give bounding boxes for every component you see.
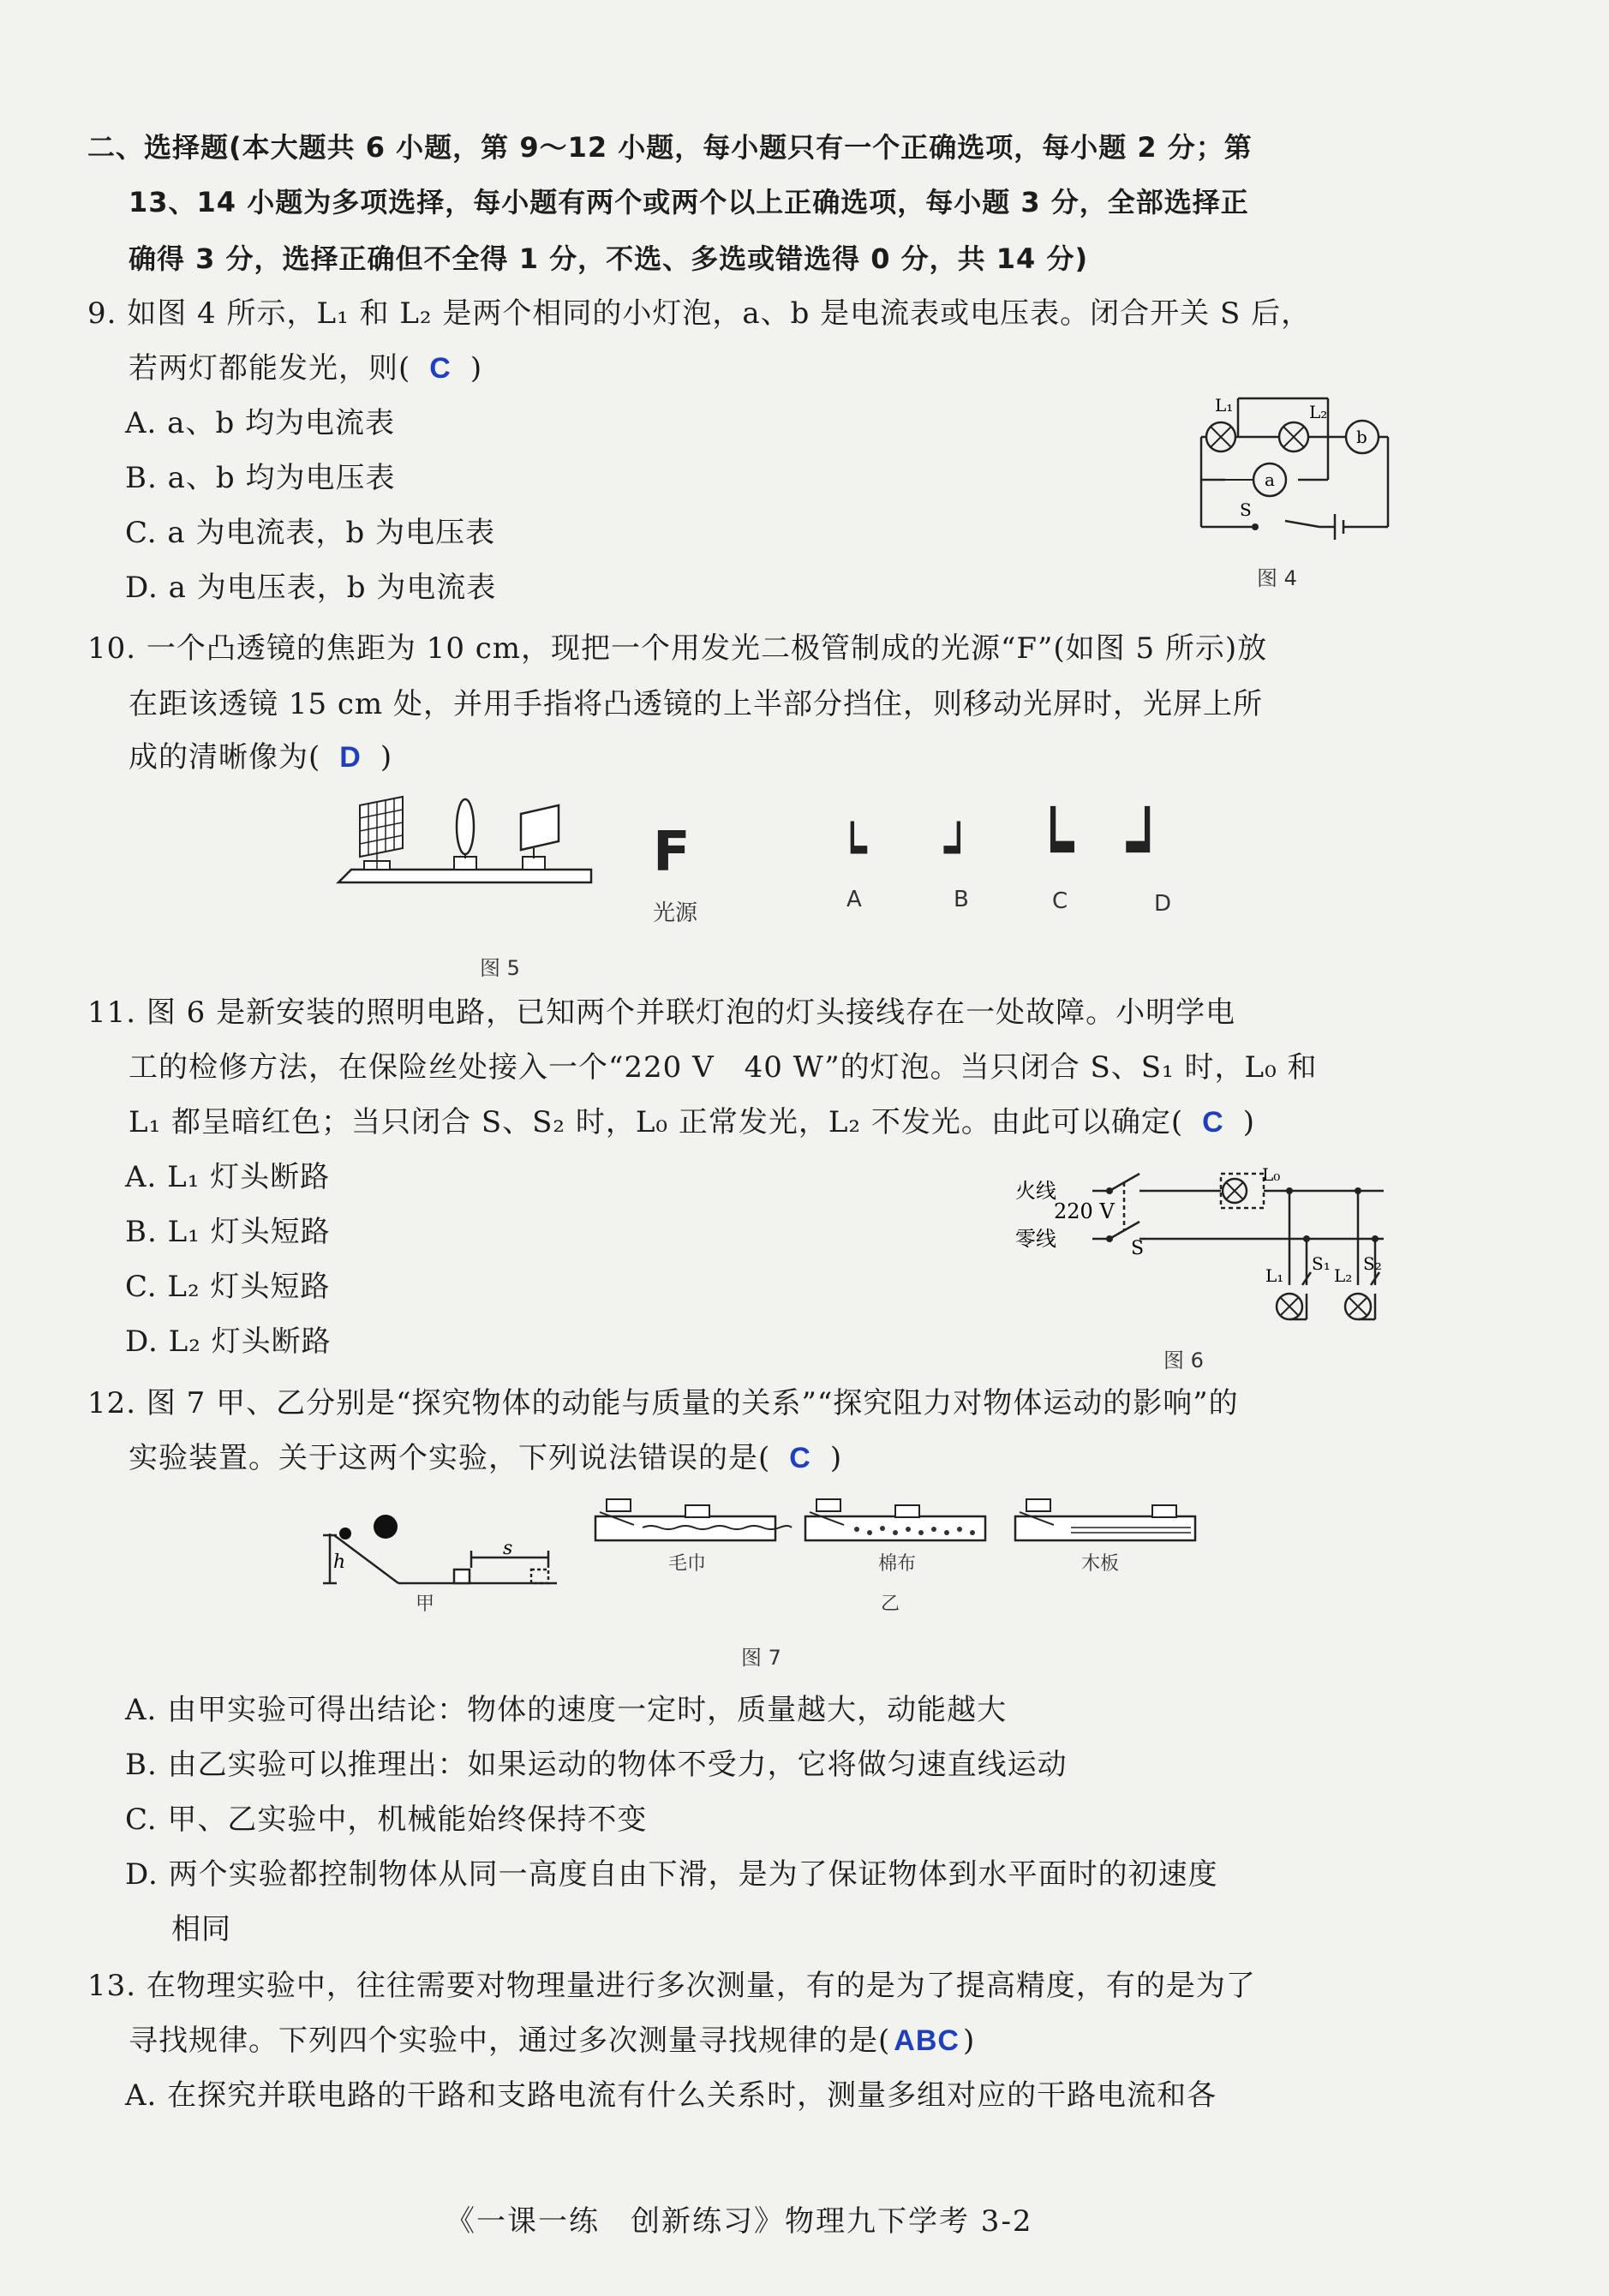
q9-option-b: B. a、b 均为电压表 (125, 461, 396, 495)
q13-answer: ABC (894, 2024, 960, 2057)
fig6-label-l2: L₂ (1334, 1265, 1353, 1286)
figure-7-caption: 图 7 (741, 1646, 781, 1670)
section-header-line-3: 确得 3 分，选择正确但不全得 1 分，不选、多选或错选得 0 分，共 14 分) (129, 242, 1089, 275)
figure-7-yi-surfaces (591, 1495, 1208, 1555)
fig4-label-l1: L₁ (1215, 395, 1234, 416)
q11-option-d: D. L₂ 灯头断路 (125, 1324, 332, 1359)
q9-stem-1: 9. 如图 4 所示，L₁ 和 L₂ 是两个相同的小灯泡，a、b 是电流表或电压表。闭合开关 S 后， (87, 296, 1312, 331)
q10-answer: D (339, 741, 362, 774)
surface-towel-label: 毛巾 (668, 1553, 707, 1575)
q12-stem-1: 12. 图 7 甲、乙分别是“探究物体的动能与质量的关系”“探究阻力对物体运动的影响”的 (87, 1386, 1239, 1420)
q12-option-c: C. 甲、乙实验中，机械能始终保持不变 (125, 1803, 648, 1837)
q12-answer: C (789, 1442, 811, 1474)
light-source-f: F (653, 821, 691, 884)
q9-stem-2: 若两灯都能发光，则( C ) (129, 351, 483, 386)
light-source-label: 光源 (653, 900, 698, 926)
fig6-neutral-wire-label: 零线 (1015, 1227, 1056, 1251)
q12-stem-2: 实验装置。关于这两个实验，下列说法错误的是( C ) (129, 1441, 843, 1475)
q13-stem-2: 寻找规律。下列四个实验中，通过多次测量寻找规律的是( ABC ) (129, 2024, 976, 2058)
fig7-label-s: s (503, 1538, 513, 1559)
figure-5-caption: 图 5 (480, 956, 520, 980)
q13-option-a: A. 在探究并联电路的干路和支路电流有什么关系时，测量多组对应的干路电流和各 (125, 2078, 1217, 2113)
surface-board-label: 木板 (1081, 1553, 1120, 1575)
figure-7-yi-label: 乙 (881, 1593, 900, 1615)
image-option-b-label: B (954, 887, 969, 912)
q11-stem-1: 11. 图 6 是新安装的照明电路，已知两个并联灯泡的灯头接线存在一处故障。小明学电 (87, 996, 1236, 1030)
section-header-line-1: 二、选择题(本大题共 6 小题，第 9～12 小题，每小题只有一个正确选项，每小题 2 分；第 (87, 131, 1253, 164)
surface-cotton-label: 棉布 (878, 1553, 917, 1575)
q12-option-a: A. 由甲实验可得出结论：物体的速度一定时，质量越大，动能越大 (125, 1693, 1008, 1727)
q11-option-c: C. L₂ 灯头短路 (125, 1270, 331, 1304)
image-option-c-glyph: ┕ (1032, 807, 1074, 887)
fig6-voltage-label: 220 V (1054, 1199, 1115, 1223)
q12-option-d: D. 两个实验都控制物体从同一高度自由下滑，是为了保证物体到水平面时的初速度 (125, 1857, 1218, 1892)
q10-stem-3: 成的清晰像为( D ) (129, 740, 393, 774)
fig6-label-l1: L₁ (1265, 1265, 1284, 1286)
q11-stem-2: 工的检修方法，在保险丝处接入一个“220 V 40 W”的灯泡。当只闭合 S、S₁ 时，L₀ 和 (129, 1050, 1318, 1085)
q11-stem-3: L₁ 都呈暗红色；当只闭合 S、S₂ 时，L₀ 正常发光，L₂ 不发光。由此可以确定( C ) (129, 1105, 1255, 1139)
q9-answer: C (429, 352, 452, 385)
q12-option-b: B. 由乙实验可以推理出：如果运动的物体不受力，它将做匀速直线运动 (125, 1748, 1068, 1782)
section-header-line-2: 13、14 小题为多项选择，每小题有两个或两个以上正确选项，每小题 3 分，全部选择正 (129, 186, 1249, 218)
q11-option-a: A. L₁ 灯头断路 (125, 1160, 331, 1194)
image-option-d-label: D (1154, 891, 1172, 917)
figure-5-optical-bench (334, 788, 600, 895)
q9-option-c: C. a 为电流表，b 为电压表 (125, 516, 496, 550)
figure-6-lighting-circuit (1015, 1157, 1392, 1336)
q11-answer: C (1202, 1106, 1224, 1139)
fig4-label-a: a (1265, 469, 1275, 490)
fig6-label-s1: S₁ (1312, 1253, 1331, 1274)
figure-7-jia-ramp (313, 1508, 570, 1593)
fig6-label-s: S (1131, 1238, 1145, 1259)
image-option-d-glyph: ┙ (1127, 807, 1169, 887)
q11-option-b: B. L₁ 灯头短路 (125, 1215, 331, 1249)
fig4-label-l2: L₂ (1309, 402, 1328, 422)
fig4-label-b: b (1356, 427, 1367, 447)
image-option-a-glyph: ┕ (838, 822, 867, 878)
image-option-a-label: A (846, 887, 862, 912)
fig6-label-s2: S₂ (1363, 1253, 1382, 1274)
fig4-label-s: S (1240, 499, 1252, 520)
fig6-label-l0: L₀ (1262, 1164, 1281, 1185)
fig6-live-wire-label: 火线 (1015, 1179, 1056, 1203)
figure-4-circuit (1191, 386, 1405, 540)
figure-4-caption: 图 4 (1257, 566, 1297, 590)
figure-7-jia-label: 甲 (416, 1593, 435, 1615)
q13-stem-1: 13. 在物理实验中，往往需要对物理量进行多次测量，有的是为了提高精度，有的是为了 (87, 1969, 1256, 2003)
q9-option-d: D. a 为电压表，b 为电流表 (125, 571, 497, 605)
figure-6-caption: 图 6 (1163, 1348, 1204, 1372)
image-option-c-label: C (1052, 888, 1068, 914)
q12-option-d-continued: 相同 (171, 1912, 231, 1946)
image-option-b-glyph: ┙ (944, 822, 973, 878)
page-footer: 《一课一练 创新练习》物理九下学考 3-2 (446, 2204, 1033, 2239)
q10-stem-2: 在距该透镜 15 cm 处，并用手指将凸透镜的上半部分挡住，则移动光屏时，光屏上所 (129, 687, 1263, 721)
q10-stem-1: 10. 一个凸透镜的焦距为 10 cm，现把一个用发光二极管制成的光源“F”(如图 5 所示)放 (87, 631, 1268, 666)
q9-option-a: A. a、b 均为电流表 (125, 406, 396, 440)
fig7-label-h: h (333, 1552, 346, 1573)
